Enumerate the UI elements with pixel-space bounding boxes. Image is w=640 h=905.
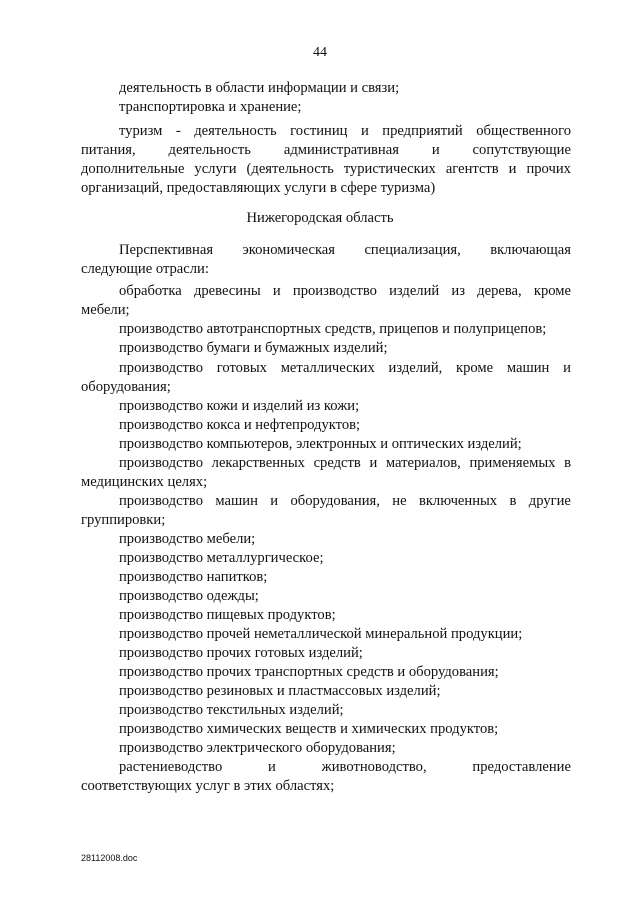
word: материалов,	[385, 455, 461, 471]
word: агентств	[445, 161, 499, 177]
word: и	[563, 360, 571, 376]
list-item: производство пищевых продуктов;	[119, 607, 336, 623]
word: в	[509, 493, 517, 509]
text-line: оборудования;	[81, 379, 171, 395]
word: другие	[528, 493, 571, 509]
word: экономическая	[242, 242, 336, 258]
word: металлических	[280, 360, 375, 376]
list-item: производство резиновых и пластмассовых изделий;	[119, 683, 441, 699]
word: прочих	[526, 161, 571, 177]
word: административная	[283, 142, 399, 158]
word: общественного	[476, 123, 571, 139]
word: включающая	[490, 242, 571, 258]
word: предоставление	[472, 759, 571, 775]
word: специализация,	[364, 242, 461, 258]
justified-line	[119, 758, 571, 777]
list-item: производство одежды;	[119, 588, 259, 604]
justified-line	[119, 241, 571, 260]
list-item: производство металлургическое;	[119, 550, 324, 566]
word: включенных	[418, 493, 498, 509]
text-line: следующие отрасли:	[81, 261, 209, 277]
region-heading: Нижегородская область	[246, 210, 394, 226]
text-line: деятельность в области информации и связи;	[119, 80, 400, 96]
word: машин	[506, 360, 550, 376]
word: изделий,	[388, 360, 443, 376]
word: питания,	[81, 142, 136, 158]
text-line: организаций, предоставляющих услуги в сфере туризма)	[81, 180, 436, 196]
justified-line	[119, 492, 571, 511]
word: гостиниц	[290, 123, 348, 139]
word: и	[270, 493, 279, 509]
word: и	[272, 283, 281, 299]
word: производство	[119, 360, 204, 376]
word: услуги	[194, 161, 237, 177]
list-item: производство кожи и изделий из кожи;	[119, 398, 360, 414]
word: средств	[313, 455, 361, 471]
text-line: группировки;	[81, 512, 166, 528]
justified-line	[119, 282, 571, 301]
word: и	[360, 123, 369, 139]
list-item: производство прочих транспортных средств и оборудования;	[119, 664, 499, 680]
list-item: производство электрического оборудования;	[119, 740, 396, 756]
word: растениеводство	[119, 759, 223, 775]
word: деятельность	[168, 142, 251, 158]
word: из	[451, 283, 465, 299]
justified-line	[81, 141, 571, 160]
word: производство	[119, 493, 204, 509]
word: и	[431, 142, 440, 158]
word: и	[268, 759, 276, 775]
list-item: производство кокса и нефтепродуктов;	[119, 417, 361, 433]
word: кроме	[533, 283, 571, 299]
word: готовых	[216, 360, 267, 376]
text-line: медицинских целях;	[81, 474, 208, 490]
word: Перспективная	[119, 242, 214, 258]
word: животноводство,	[321, 759, 427, 775]
word: в	[564, 455, 571, 471]
word: и	[508, 161, 517, 177]
word: не	[392, 493, 407, 509]
list-item: производство автотранспортных средств, прицепов и полуприцепов;	[119, 321, 547, 337]
list-item: производство текстильных изделий;	[119, 702, 344, 718]
word: предприятий	[382, 123, 463, 139]
justified-line	[119, 454, 571, 473]
word: машин	[215, 493, 258, 509]
word: (деятельность	[246, 161, 334, 177]
word: применяемых	[469, 455, 556, 471]
list-item: производство прочих готовых изделий;	[119, 645, 363, 661]
word: древесины	[193, 283, 261, 299]
justified-line	[81, 160, 571, 179]
list-item: производство мебели;	[119, 531, 256, 547]
word: дополнительные	[81, 161, 185, 177]
text-line: мебели;	[81, 302, 130, 318]
list-item: производство прочей неметаллической минеральной продукции;	[119, 626, 523, 642]
page-number: 44	[313, 45, 327, 60]
word: производство	[119, 455, 204, 471]
word: сопутствующие	[472, 142, 571, 158]
word: туризм	[119, 123, 163, 139]
list-item: производство напитков;	[119, 569, 268, 585]
word: изделий	[389, 283, 440, 299]
word: -	[175, 123, 181, 139]
word: лекарственных	[211, 455, 305, 471]
list-item: производство компьютеров, электронных и оптических изделий;	[119, 436, 522, 452]
word: обработка	[119, 283, 182, 299]
justified-line	[119, 359, 571, 378]
word: деятельность	[194, 123, 277, 139]
word: туристических	[343, 161, 436, 177]
word: производство	[292, 283, 377, 299]
file-footer: 28112008.doc	[81, 853, 138, 863]
text-line: транспортировка и хранение;	[119, 99, 302, 115]
text-line: соответствующих услуг в этих областях;	[81, 778, 335, 794]
list-item: производство бумаги и бумажных изделий;	[119, 340, 388, 356]
word: оборудования,	[290, 493, 380, 509]
word: и	[369, 455, 378, 471]
word: кроме	[456, 360, 494, 376]
list-item: производство химических веществ и химических продуктов;	[119, 721, 499, 737]
word: дерева,	[477, 283, 522, 299]
justified-line	[119, 122, 571, 141]
